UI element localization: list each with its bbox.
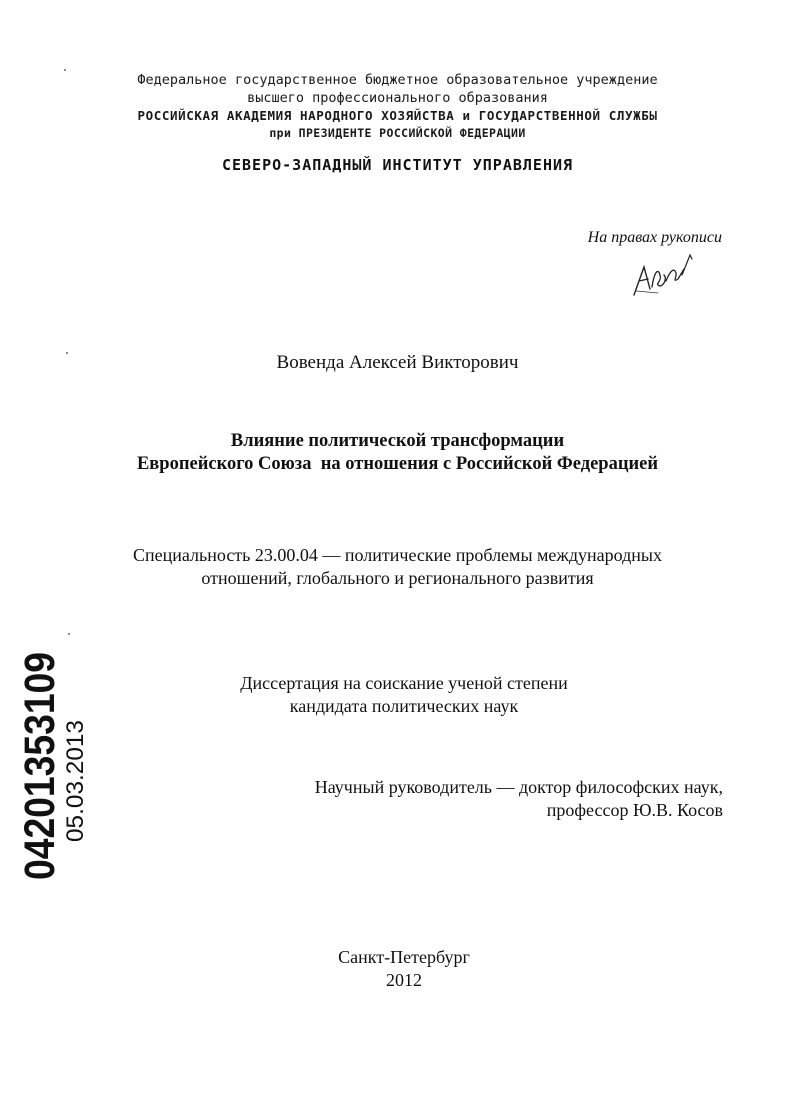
- dissertation-title: [0, 430, 795, 476]
- supervisor-line-2: профессор Ю.В. Косов: [546, 800, 723, 820]
- scan-speck: [68, 633, 70, 635]
- library-stamp: [12, 650, 98, 882]
- organization-line-1: Федеральное государственное бюджетное образовательное учреждение: [137, 72, 658, 88]
- place-and-year: [0, 946, 795, 992]
- author-name: Вовенда Алексей Викторович: [276, 352, 519, 373]
- supervisor: [315, 776, 723, 822]
- specialty: [0, 544, 795, 590]
- title-line-1: Влияние политической трансформации: [230, 431, 565, 451]
- year: 2012: [386, 970, 422, 990]
- supervisor-line-1: Научный руководитель — доктор философских наук,: [314, 777, 723, 797]
- organization-line-2: высшего профессионального образования: [247, 89, 548, 106]
- stamp-number: 04201353109: [16, 650, 64, 880]
- organization-line-3: РОССИЙСКАЯ АКАДЕМИЯ НАРОДНОГО ХОЗЯЙСТВА и ГОСУДАРСТВЕННОЙ СЛУЖБЫ: [137, 108, 658, 123]
- institute-name: СЕВЕРО-ЗАПАДНЫЙ ИНСТИТУТ УПРАВЛЕНИЯ: [221, 156, 574, 174]
- title-line-2: Европейского Союза на отношения с Российской Федерацией: [136, 454, 659, 474]
- degree-line-2: кандидата политических наук: [289, 696, 519, 716]
- degree-line-1: Диссертация на соискание ученой степени: [240, 673, 568, 693]
- scan-speck: [64, 69, 66, 71]
- specialty-line-1: Специальность 23.00.04 — политические проблемы международных: [133, 545, 662, 565]
- city: Санкт-Петербург: [338, 947, 470, 967]
- signature-icon: [628, 245, 698, 300]
- manuscript-note: На правах рукописи: [587, 229, 722, 246]
- specialty-line-2: отношений, глобального и регионального развития: [201, 568, 594, 588]
- organization-line-4: при ПРЕЗИДЕНТЕ РОССИЙСКОЙ ФЕДЕРАЦИИ: [269, 125, 526, 140]
- degree-statement: [0, 672, 795, 718]
- stamp-date: 05.03.2013: [62, 721, 89, 842]
- organization-header: [0, 72, 795, 142]
